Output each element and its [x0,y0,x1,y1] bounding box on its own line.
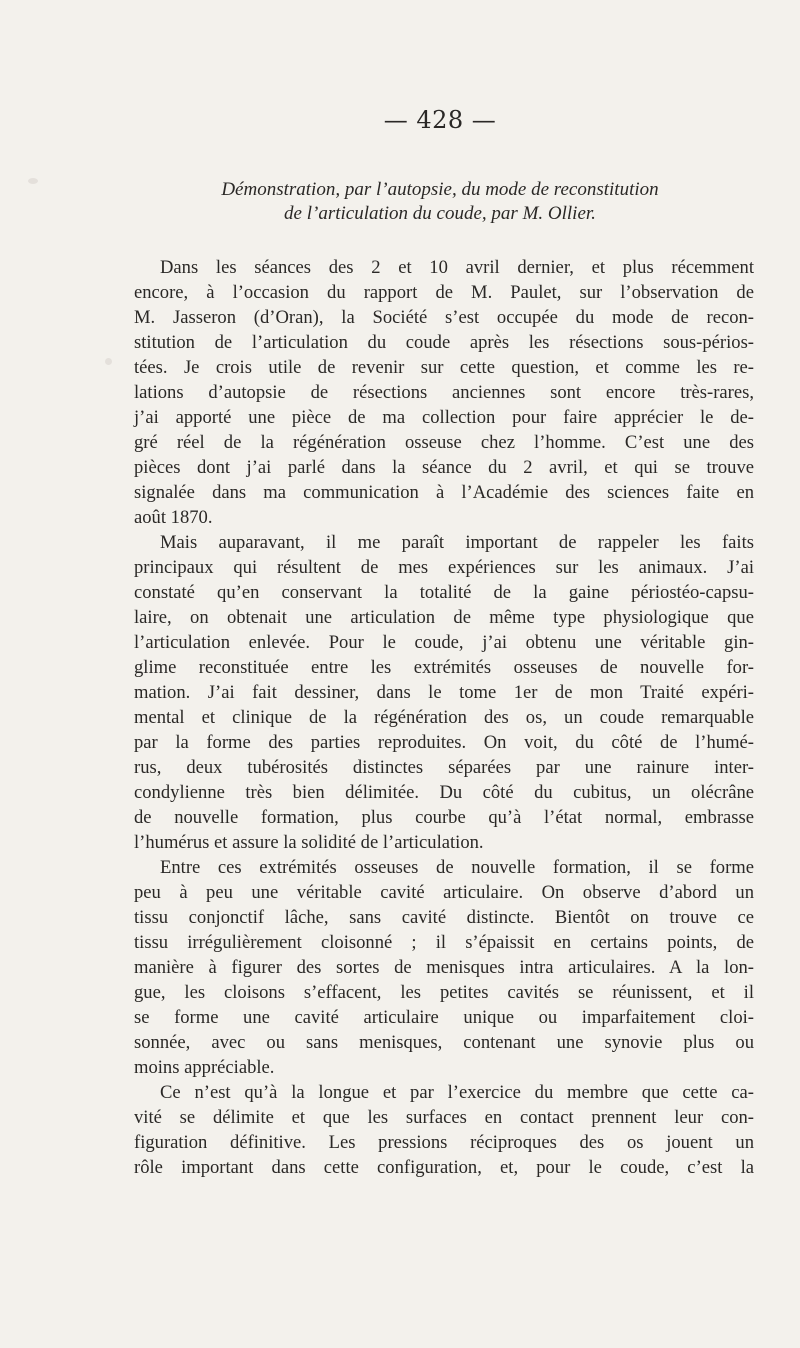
text-line: condylienne très bien délimitée. Du côté du cubitus, un olécrâne [134,782,754,803]
body-text [134,255,754,1180]
text-line: tées. Je crois utile de revenir sur cette question, et comme les re- [134,357,754,378]
text-line: tissu conjonctif lâche, sans cavité distincte. Bientôt on trouve ce [134,907,754,928]
text-line: l’articulation enlevée. Pour le coude, j’ai obtenu une véritable gin- [134,632,754,653]
text-line: encore, à l’occasion du rapport de M. Paulet, sur l’observation de [134,282,754,303]
text-line: par la forme des parties reproduites. On voit, du côté de l’humé- [134,732,754,753]
text-line: se forme une cavité articulaire unique ou imparfaitement cloi- [134,1007,754,1028]
text-line: sonnée, avec ou sans menisques, contenant une synovie plus ou [134,1032,754,1053]
text-line: Ce n’est qu’à la longue et par l’exercice du membre que cette ca- [160,1082,754,1103]
text-line: mental et clinique de la régénération des os, un coude remarquable [134,707,754,728]
text-line: peu à peu une véritable cavité articulaire. On observe d’abord un [134,882,754,903]
text-line: manière à figurer des sortes de menisques intra articulaires. A la lon- [134,957,754,978]
section-title [120,178,760,226]
text-line: j’ai apporté une pièce de ma collection pour faire apprécier le de- [134,407,754,428]
text-line: mation. J’ai fait dessiner, dans le tome 1er de mon Traité expéri- [134,682,754,703]
text-line: gré réel de la régénération osseuse chez l’homme. C’est une des [134,432,754,453]
text-line: constaté qu’en conservant la totalité de la gaine périostéo-capsu- [134,582,754,603]
text-line: vité se délimite et que les surfaces en contact prennent leur con- [134,1107,754,1128]
text-line: gue, les cloisons s’effacent, les petites cavités se réunissent, et il [134,982,754,1003]
text-line: l’humérus et assure la solidité de l’articulation. [134,832,484,853]
section-title-line-1: Démonstration, par l’autopsie, du mode de reconstitution [221,179,659,200]
text-line: M. Jasseron (d’Oran), la Société s’est occupée du mode de recon- [134,307,754,328]
text-line: rôle important dans cette configuration, et, pour le coude, c’est la [134,1157,754,1178]
section-title-line-2: de l’articulation du coude, par M. Ollier. [284,203,596,224]
paper-smudge [105,358,112,365]
text-line: moins appréciable. [134,1057,275,1078]
text-line: figuration définitive. Les pressions réciproques des os jouent un [134,1132,754,1153]
page-number: — 428 — [383,106,497,134]
text-line: glime reconstituée entre les extrémités osseuses de nouvelle for- [134,657,754,678]
text-line: août 1870. [134,507,213,528]
text-line: signalée dans ma communication à l’Académie des sciences faite en [134,482,754,503]
text-line: principaux qui résultent de mes expériences sur les animaux. J’ai [134,557,754,578]
text-line: lations d’autopsie de résections anciennes sont encore très-rares, [134,382,754,403]
text-line: rus, deux tubérosités distinctes séparées par une rainure inter- [134,757,754,778]
text-line: stitution de l’articulation du coude après les résections sous-périos- [134,332,754,353]
text-line: laire, on obtenait une articulation de même type physiologique que [134,607,754,628]
text-line: pièces dont j’ai parlé dans la séance du 2 avril, et qui se trouve [134,457,754,478]
paper-smudge [28,178,38,184]
text-line: Mais auparavant, il me paraît important de rappeler les faits [160,532,754,553]
text-line: tissu irrégulièrement cloisonné ; il s’épaissit en certains points, de [134,932,754,953]
text-line: de nouvelle formation, plus courbe qu’à l’état normal, embrasse [134,807,754,828]
text-line: Dans les séances des 2 et 10 avril dernier, et plus récemment [160,257,754,278]
text-line: Entre ces extrémités osseuses de nouvelle formation, il se forme [160,857,754,878]
